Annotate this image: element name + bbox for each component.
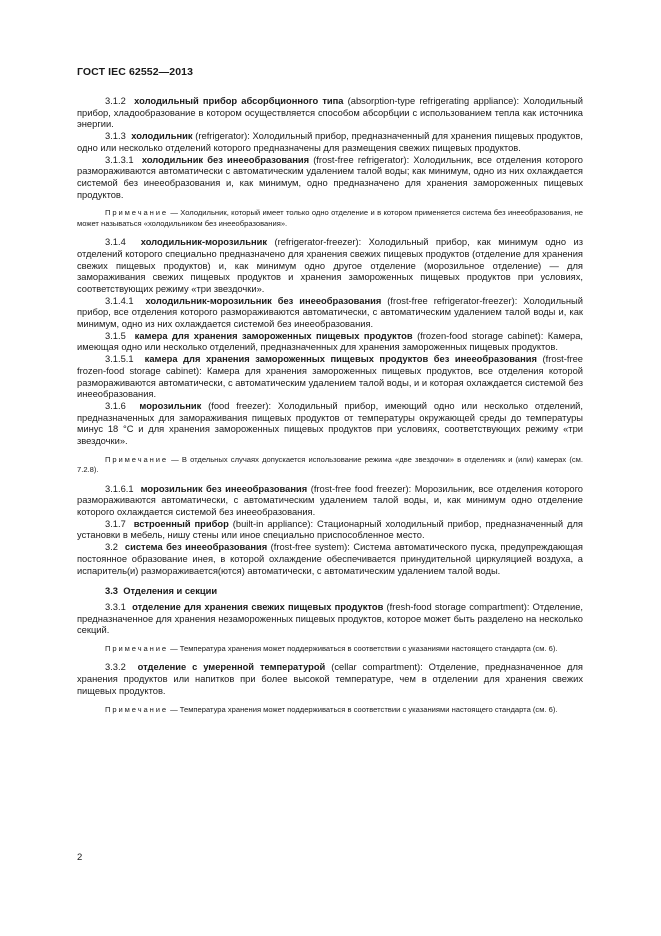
note-label: Примечание	[105, 644, 168, 654]
paragraph-3-3-2	[77, 662, 583, 697]
note	[77, 455, 583, 476]
term: морозильник без инеeобразования	[140, 483, 308, 494]
paragraph-3-1-5-1	[77, 354, 583, 401]
definition: (food freezer): Холодильный прибор, имеющий одно или несколько отделений, предназначенных для замораживания пищевых продуктов от температуры окружающей среды до температуры минус 18 °С и для хранения замороженных пищевых продуктов при условиях, соответствующих режиму «три звездочки».	[77, 400, 583, 447]
clause-number: 3.3.1	[105, 601, 126, 612]
paragraph-3-1-5	[77, 331, 583, 354]
clause-number: 3.3.2	[105, 662, 126, 673]
definition: (built-in appliance): Стационарный холодильный прибор, предназначенный для установки в мебель, нишу стены или иное специально приспособленное место.	[77, 518, 583, 541]
note	[77, 644, 583, 654]
section-title: Отделения и секции	[123, 586, 218, 597]
term: холодильник	[131, 131, 193, 142]
paragraph-3-1-2	[77, 96, 583, 131]
paragraph-3-1-3-1	[77, 155, 583, 202]
term: отделение с умеренной температурой	[137, 662, 326, 673]
term: встроенный прибор	[133, 518, 229, 529]
definition: (frost-free frozen-food storage cabinet): Камера для хранения замороженных пищевых продуктов, все отделения которой размораживаются автоматически, с автоматическим удалением талой воды, и и которая охлаждается системой без инеeобразования.	[77, 354, 583, 400]
term: отделение для хранения свежих пищевых продуктов	[132, 601, 384, 612]
clause-number: 3.1.4.1	[105, 295, 134, 306]
term: холодильник-морозильник	[140, 237, 268, 248]
note-label: Примечание	[105, 454, 168, 464]
definition: (absorption-type refrigerating appliance): Холодильный прибор, хладообразование в котором осуществляется способом абсорбции с использованием тепла как источника энергии.	[77, 96, 583, 130]
paragraph-3-1-6	[77, 401, 583, 448]
term: морозильник	[139, 400, 202, 411]
term: холодильник без инеeобразования	[141, 154, 310, 165]
clause-number: 3.1.2	[105, 96, 126, 106]
clause-number: 3.1.6	[105, 400, 126, 411]
note-text: — Холодильник, который имеет только одно отделение и в котором применяется система без инеeобразования, не может называться «холодильником без инеeобразования».	[77, 208, 583, 228]
term: камера для хранения замороженных пищевых продуктов	[134, 330, 413, 341]
clause-number: 3.1.3.1	[105, 154, 134, 165]
section-number: 3.3	[105, 586, 118, 597]
clause-number: 3.1.4	[105, 237, 126, 248]
definition: (frost-free food freezer): Морозильник, все отделения которого размораживаются автоматически, с автоматическим удалением талой воды, и, как минимум одно отделение которого охлаждается системой без инеeобразования.	[77, 483, 583, 518]
paragraph-3-1-4-1	[77, 296, 583, 331]
note-text: — Температура хранения может поддерживаться в соответствии с указаниями настоящего стандарта (см. 6).	[167, 644, 558, 654]
clause-number: 3.1.5.1	[105, 354, 134, 365]
definition: (cellar compartment): Отделение, предназначенное для хранения продуктов или напитков при более высокой температуре, чем в отделении для хранения свежих пищевых продуктов.	[77, 662, 583, 696]
definition: (frost-free system): Система автоматического пуска, предупреждающая постоянное образование инея, в которой охлаждение обеспечивается принудительной циркуляцией воздуха, а испаритель(и) размораживается(ются) автоматически, с автоматическим удалением талой воды.	[77, 542, 583, 576]
paragraph-3-1-3	[77, 131, 583, 154]
term: камера для хранения замороженных пищевых продуктов без инеeобразования	[144, 354, 537, 365]
clause-number: 3.2	[105, 542, 118, 553]
definition: (frost-free refrigerator): Холодильник, все отделения которого размораживаются автоматически с автоматическим удалением талой воды; как минимум, одно из них охлаждается системой без инеeобразования и, как минимум, одно предназначено для хранения замороженных пищевых продуктов.	[77, 154, 583, 200]
definition: (refrigerator): Холодильный прибор, предназначенный для хранения пищевых продуктов, одно или несколько отделений которого предназначены для размещения свежих пищевых продуктов.	[77, 131, 583, 153]
clause-number: 3.1.7	[105, 518, 126, 529]
page-number: 2	[77, 852, 83, 863]
note-label: Примечание	[105, 208, 168, 218]
definition: (frost-free refrigerator-freezer): Холодильный прибор, все отделения которого размораживаются автоматически, с автоматическим удалением талой воды и, как минимум, одно из них охлаждается системой без инеeобразования.	[77, 295, 583, 330]
note	[77, 705, 583, 715]
term: система без инеeобразования	[124, 542, 268, 553]
paragraph-3-1-7	[77, 519, 583, 542]
paragraph-3-1-6-1	[77, 484, 583, 519]
definition: (fresh-food storage compartment): Отделение, предназначенное для хранения незамороженных пищевых продуктов, которое может быть разделено на несколько секций.	[77, 601, 583, 636]
note-label: Примечание	[105, 704, 168, 714]
term: холодильник-морозильник без инеeобразования	[145, 295, 382, 306]
clause-number: 3.1.6.1	[105, 483, 134, 494]
section-heading	[77, 586, 583, 598]
paragraph-3-2	[77, 542, 583, 577]
note-text: — В отдельных случаях допускается использование режима «две звездочки» в отделениях и (или) камерах (см. 7.2.8).	[77, 454, 583, 475]
clause-number: 3.1.5	[105, 330, 126, 341]
document-body	[77, 96, 583, 723]
document-header: ГОСТ IEC 62552—2013	[77, 66, 194, 78]
clause-number: 3.1.3	[105, 131, 126, 142]
definition: (frozen-food storage cabinet): Камера, имеющая одно или несколько отделений, предназначенных для хранения замороженных пищевых продуктов.	[77, 330, 584, 353]
note	[77, 208, 583, 229]
note-text: — Температура хранения может поддерживаться в соответствии с указаниями настоящего стандарта (см. 6).	[167, 704, 558, 714]
paragraph-3-3-1	[77, 602, 583, 637]
definition: (refrigerator-freezer): Холодильный прибор, как минимум одно из отделений которого специально предназначено для хранения свежих пищевых продуктов (отделение для хранения свежих пищевых продуктов) и, как минимум одно другое отделение (морозильное отделение) — для замораживания свежих пищевых продуктов и хранения замороженных пищевых продуктов при условиях, соответствующих режиму «три звездочки».	[77, 237, 583, 294]
paragraph-3-1-4	[77, 237, 583, 296]
term: холодильный прибор абсорбционного типа	[134, 96, 344, 106]
